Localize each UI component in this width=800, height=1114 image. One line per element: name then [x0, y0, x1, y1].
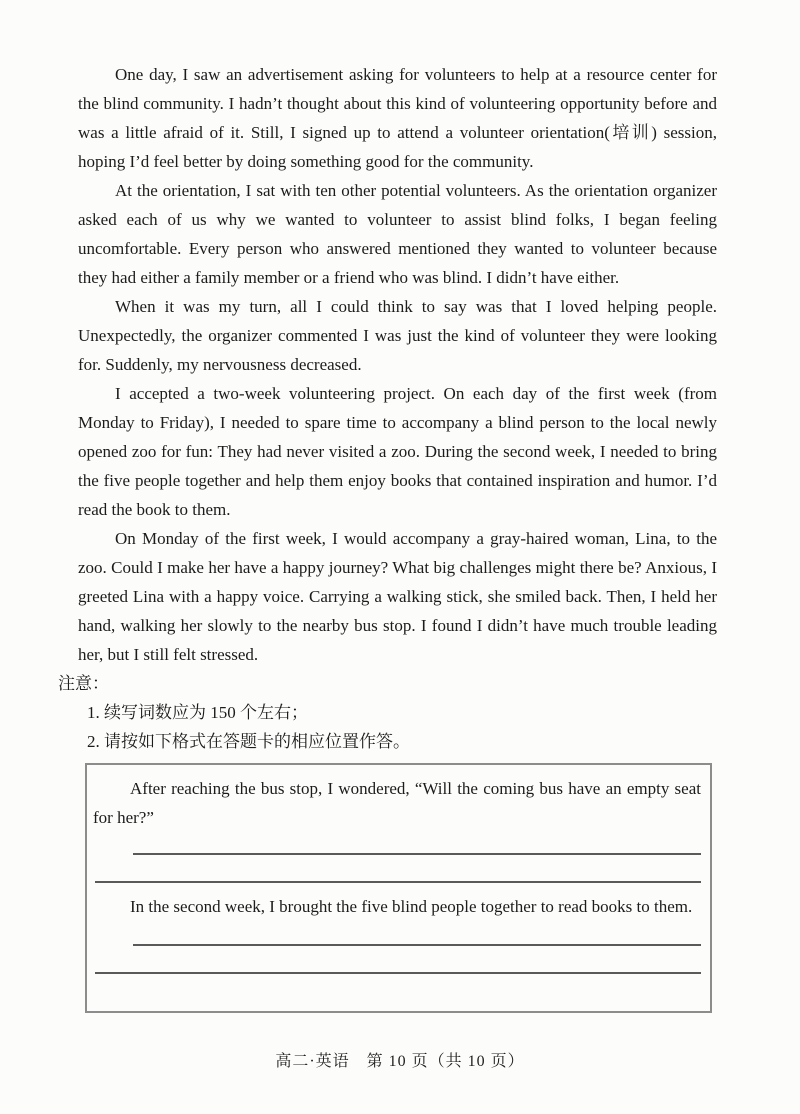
answer-format-box	[85, 763, 712, 1013]
continuation-prompt-1: After reaching the bus stop, I wondered, “Will the coming bus have an empty seat for her?”	[93, 779, 701, 827]
passage-paragraph-5: On Monday of the first week, I would accompany a gray-haired woman, Lina, to the zoo. Could I make her have a happy journey? What big challenges might there be? Anxious, I greeted Lina with a happy voice. Carrying a walking stick, she smiled back. Then, I held her hand, walking her slowly to the nearby bus stop. I found I didn’t have much trouble leading her, but I still felt stressed.	[78, 529, 717, 664]
notes-label: 注意：	[58, 674, 109, 693]
note-item-2: 2. 请按如下格式在答题卡的相应位置作答。	[87, 732, 410, 751]
answer-blank-line	[133, 944, 701, 946]
passage-paragraph-2: At the orientation, I sat with ten other potential volunteers. As the orientation organizer asked each of us why we wanted to volunteer to assist blind folks, I began feeling uncomfortable. Every person who answered mentioned they wanted to volunteer because they had either a family member or a friend who was blind. I didn’t have either.	[78, 181, 717, 287]
passage-paragraph-3: When it was my turn, all I could think to say was that I loved helping people. Unexpectedly, the organizer commented I was just the kind of volunteer they were looking for. Suddenly, my nervousness decreased.	[78, 297, 717, 374]
continuation-prompt-2: In the second week, I brought the five blind people together to read books to them.	[130, 897, 693, 916]
notes-section	[58, 669, 718, 756]
page-footer: 高二·英语 第 10 页（共 10 页）	[275, 1053, 525, 1070]
answer-blank-line	[133, 853, 701, 855]
answer-blank-line	[95, 972, 701, 974]
passage-paragraph-4: I accepted a two-week volunteering project. On each day of the first week (from Monday to Friday), I needed to spare time to accompany a blind person to the local newly opened zoo for fun: They had never visited a zoo. During the second week, I needed to bring the five people together and help them enjoy books that contained inspiration and humor. I’d read the book to them.	[78, 384, 717, 519]
passage-paragraph-1: One day, I saw an advertisement asking for volunteers to help at a resource center for the blind community. I hadn’t thought about this kind of volunteering opportunity before and was a little afraid of it. Still, I signed up to attend a volunteer orientation(培训) session, hoping I’d feel better by doing something good for the community.	[78, 65, 717, 171]
reading-passage	[78, 60, 717, 669]
answer-blank-line	[95, 881, 701, 883]
note-item-1: 1. 续写词数应为 150 个左右；	[87, 703, 308, 722]
